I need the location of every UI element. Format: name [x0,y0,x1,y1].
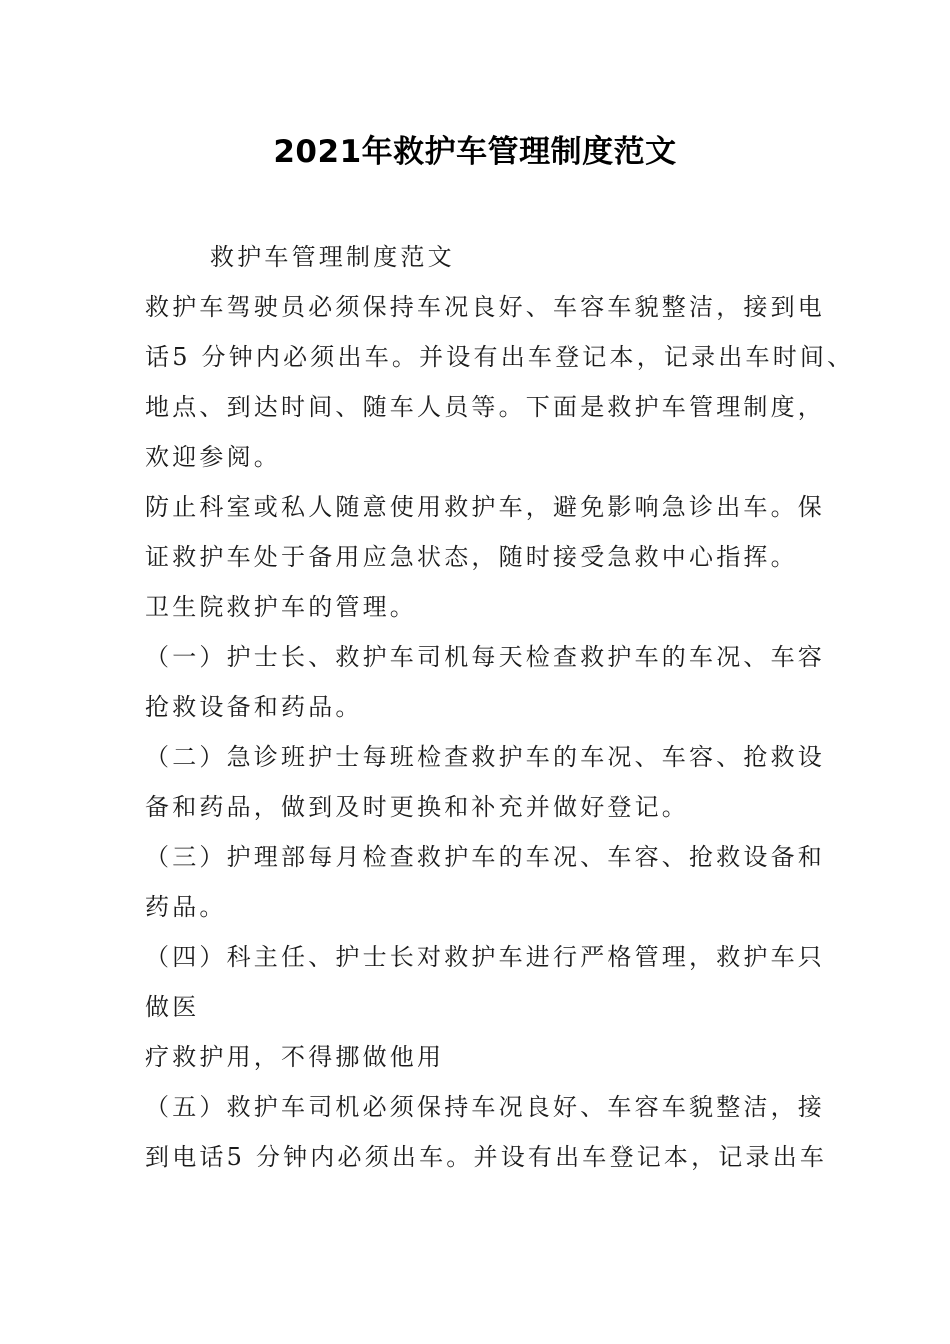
text-line: 地点、到达时间、随车人员等。下面是救护车管理制度， [145,393,825,421]
text-line: 药品。 [145,893,227,921]
text-line: （二）急诊班护士每班检查救护车的车况、车容、抢救设 [145,743,825,771]
text-line: 话5 分钟内必须出车。并设有出车登记本，记录出车时间、 [145,343,855,371]
subtitle-line: 救护车管理制度范文 [210,243,455,271]
text-line: （五）救护车司机必须保持车况良好、车容车貌整洁，接 [145,1093,825,1121]
text-line: （一）护士长、救护车司机每天检查救护车的车况、车容 [145,643,825,671]
text-line: 卫生院救护车的管理。 [145,593,417,621]
text-line: 抢救设备和药品。 [145,693,363,721]
text-line: 备和药品，做到及时更换和补充并做好登记。 [145,793,689,821]
text-line: 救护车驾驶员必须保持车况良好、车容车貌整洁，接到电 [145,293,825,321]
text-line: 防止科室或私人随意使用救护车，避免影响急诊出车。保 [145,493,825,521]
document-title: 2021年救护车管理制度范文 [273,134,677,170]
text-line: 疗救护用，不得挪做他用 [145,1043,445,1071]
text-line: （四）科主任、护士长对救护车进行严格管理，救护车只 [145,943,825,971]
text-line: 欢迎参阅。 [145,443,281,471]
text-line: （三）护理部每月检查救护车的车况、车容、抢救设备和 [145,843,825,871]
text-line: 证救护车处于备用应急状态，随时接受急救中心指挥。 [145,543,798,571]
text-line: 做医 [145,993,200,1021]
text-line: 到电话5 分钟内必须出车。并设有出车登记本，记录出车 [145,1143,828,1171]
